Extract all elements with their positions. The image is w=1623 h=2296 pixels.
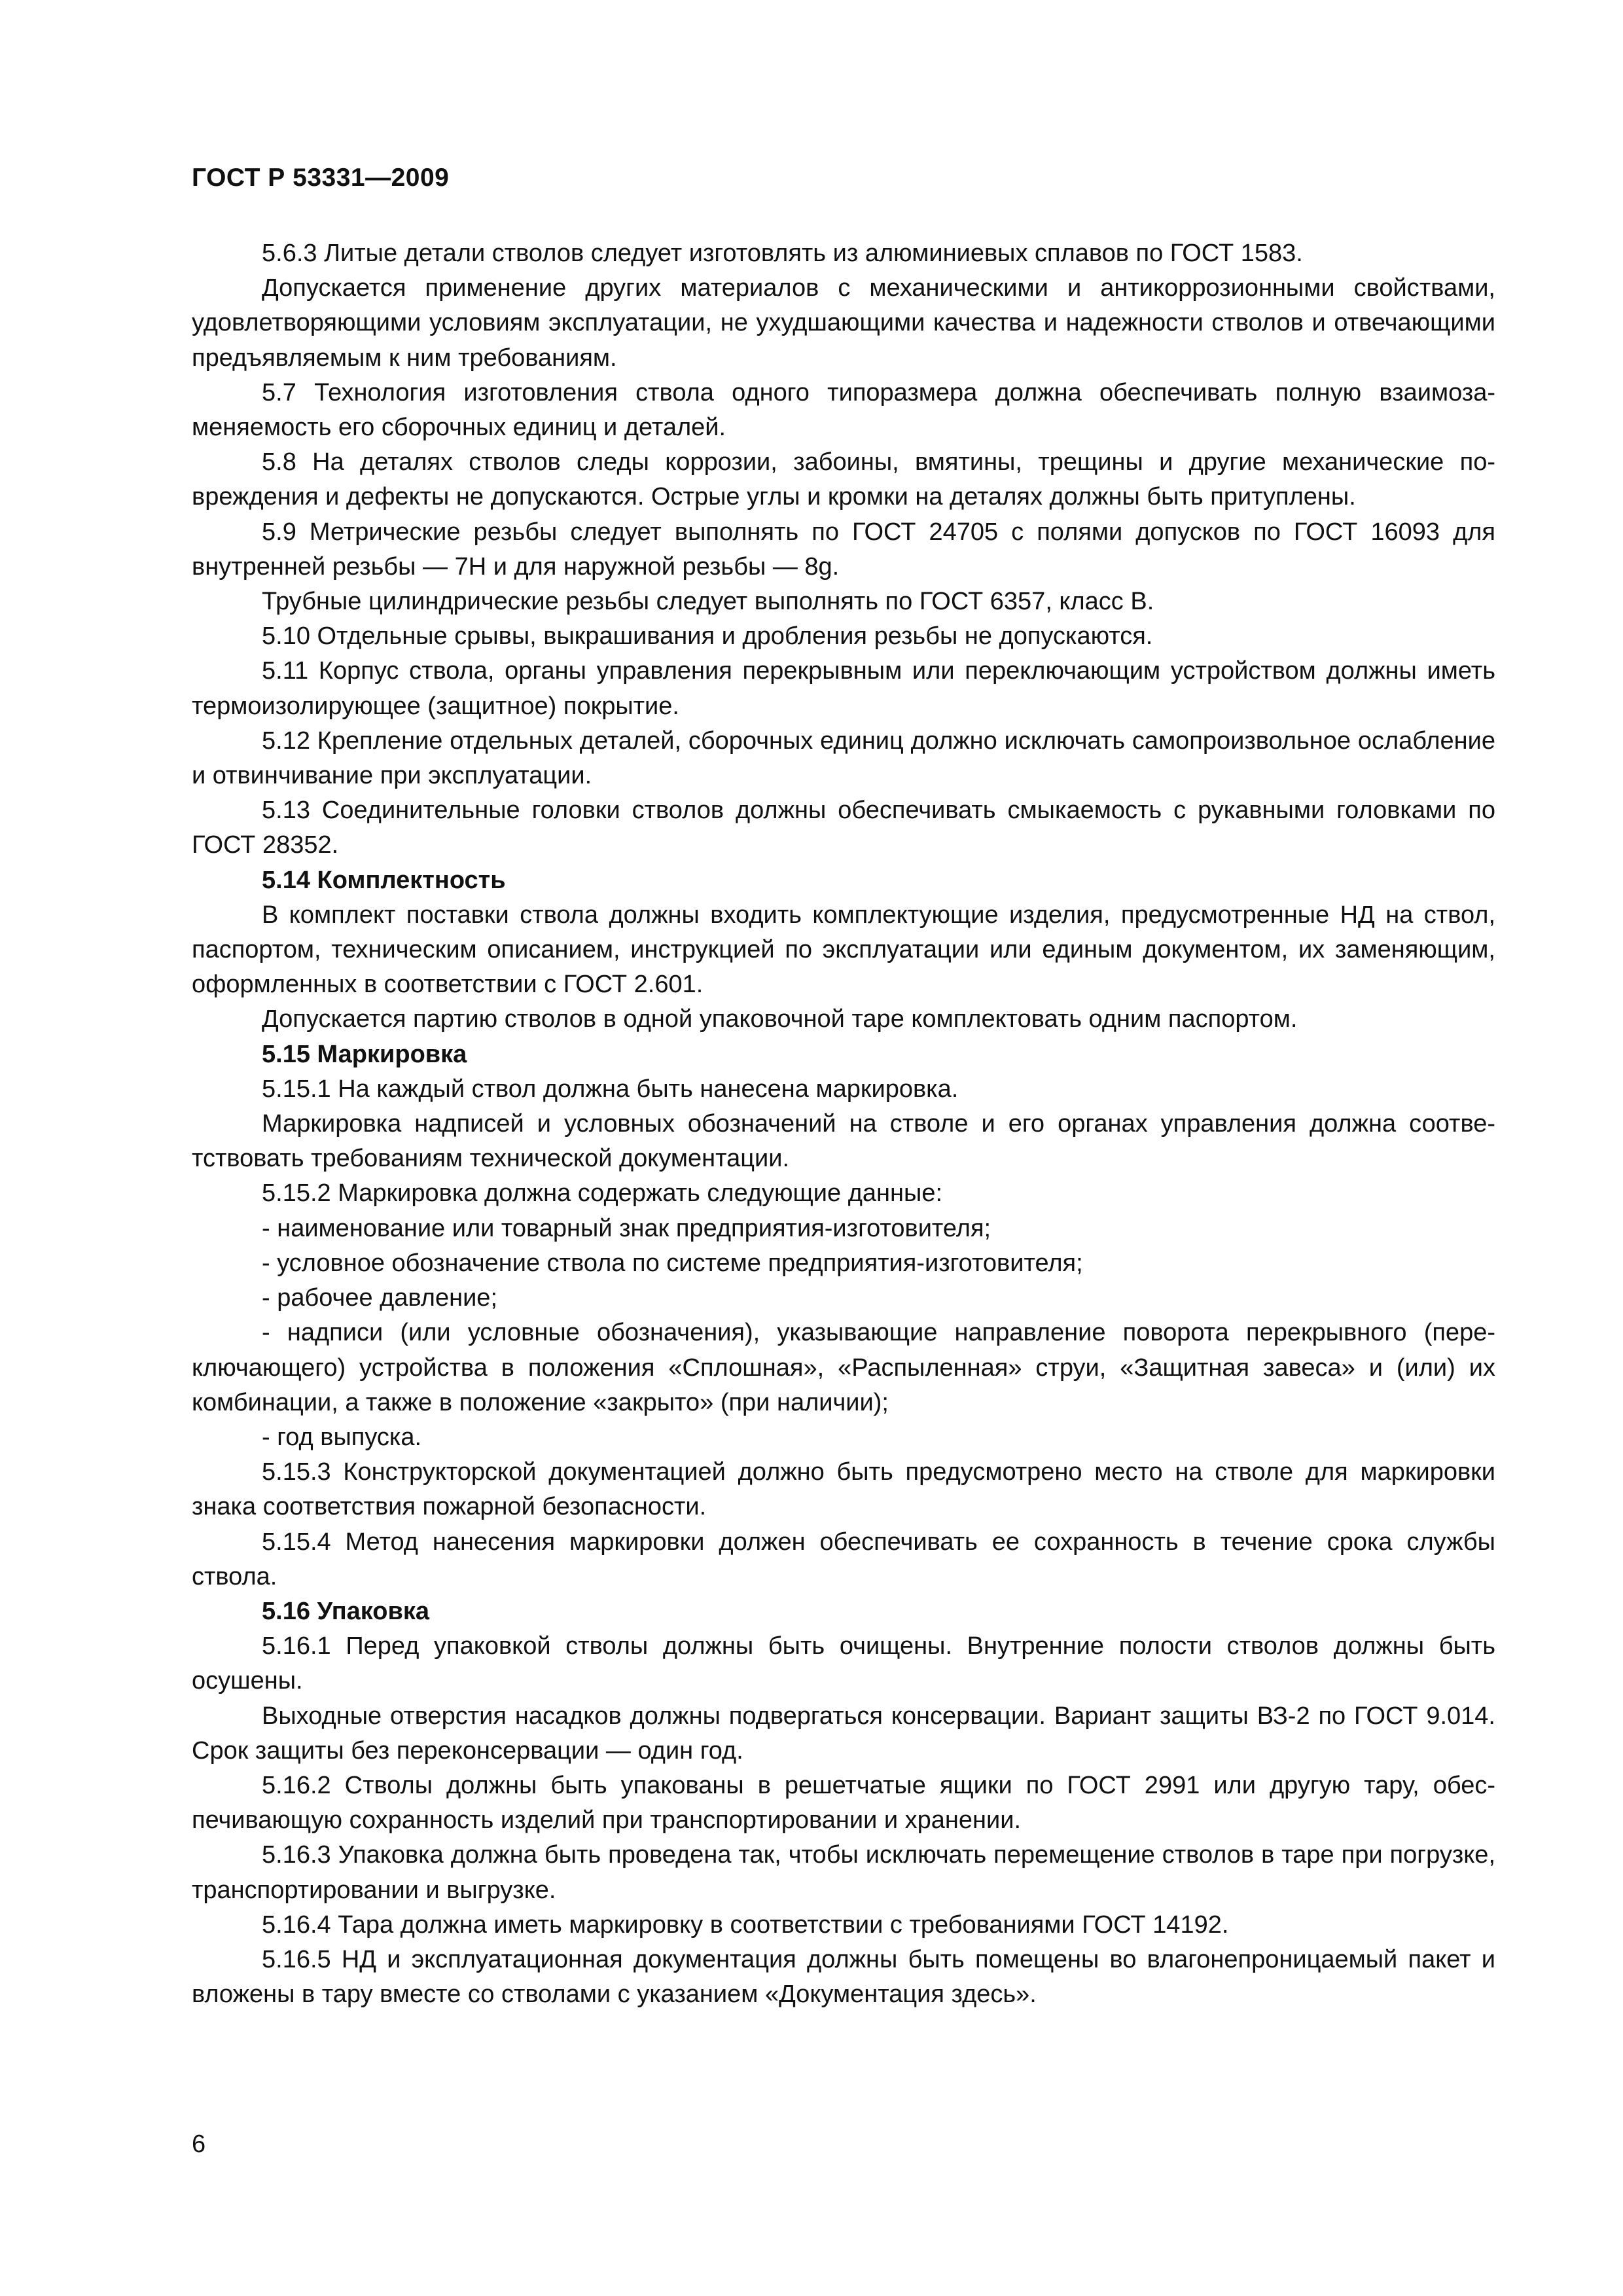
paragraph-5-14-passport: Допускается партию стволов в одной упаковочной таре комплектовать одним паспортом. [262, 1005, 1298, 1033]
paragraph-5-6-3: 5.6.3 Литые детали стволов следует изготовлять из алюминиевых сплавов по ГОСТ 1583. [262, 240, 1303, 267]
section-heading-5-16: 5.16 Упаковка [262, 1597, 430, 1625]
paragraph-5-15-1-labels: Маркировка надписей и условных обозначений на стволе и его органах управления должна соответствовать требованиям технической документации. [192, 1110, 1495, 1173]
paragraph-5-11: 5.11 Корпус ствола, органы управления перекрывным или переключающим устройством должны иметь термоизолирующее (защитное) покрытие. [192, 657, 1495, 720]
paragraph-5-13: 5.13 Соединительные головки стволов должны обеспечивать смыкаемость с рукавными головками по ГОСТ 28352. [192, 797, 1495, 859]
paragraph-5-16-1: 5.16.1 Перед упаковкой стволы должны быть очищены. Внутренние полости стволов должны быть осушены. [192, 1632, 1495, 1695]
section-heading-5-15: 5.15 Маркировка [262, 1040, 467, 1068]
paragraph-5-16-1-preservation: Выходные отверстия насадков должны подвергаться консервации. Вариант защиты ВЗ-2 по ГОСТ 9.014. Срок защиты без переконсервации — один год. [192, 1702, 1495, 1765]
paragraph-5-16-5: 5.16.5 НД и эксплуатационная документация должны быть помещены во влагонепроницаемый пакет и вложены в тару вместе со стволами с указанием «Документация здесь». [192, 1945, 1495, 2009]
list-item-inscriptions: - надписи (или условные обозначения), указывающие направление поворота перекрывного (переключающего) устройства в положения «Сплошная», «Распыленная» струи, «Защитная завеса» и (или) их комбинации, а также в положение «закрыто» (при наличии); [192, 1319, 1495, 1416]
section-heading-5-14: 5.14 Комплектность [262, 866, 506, 894]
paragraph-5-15-3: 5.15.3 Конструкторской документацией должно быть предусмотрено место на стволе для маркировки знака соответствия пожарной безопасности. [192, 1458, 1495, 1521]
paragraph-5-7: 5.7 Технология изготовления ствола одного типоразмера должна обеспечивать полную взаимозаменяемость его сборочных единиц и деталей. [192, 378, 1495, 442]
document-body [192, 236, 1495, 2012]
list-item-designation: - условное обозначение ствола по системе предприятия-изготовителя; [262, 1249, 1083, 1277]
paragraph-5-8: 5.8 На деталях стволов следы коррозии, забоины, вмятины, трещины и другие механические повреждения и дефекты не допускаются. Острые углы и кромки на деталях должны быть притуплены. [192, 448, 1495, 511]
paragraph-5-12: 5.12 Крепление отдельных деталей, сборочных единиц должно исключать самопроизвольное ослабление и отвинчивание при эксплуатации. [192, 726, 1495, 790]
list-item-year: - год выпуска. [262, 1423, 422, 1451]
document-header: ГОСТ Р 53331—2009 [192, 164, 450, 192]
paragraph-5-9-pipe-threads: Трубные цилиндрические резьбы следует выполнять по ГОСТ 6357, класс В. [262, 588, 1154, 616]
page-number: 6 [192, 2130, 206, 2158]
paragraph-5-16-2: 5.16.2 Стволы должны быть упакованы в решетчатые ящики по ГОСТ 2991 или другую тару, обеспечивающую сохранность изделий при транспортировании и хранении. [192, 1771, 1495, 1835]
paragraph-5-14-contents: В комплект поставки ствола должны входить комплектующие изделия, предусмотренные НД на ствол, паспортом, техническим описанием, инструкцией по эксплуатации или единым документом, их заменяющим, оформленных в соответствии с ГОСТ 2.601. [192, 901, 1495, 999]
list-item-manufacturer: - наименование или товарный знак предприятия-изготовителя; [262, 1214, 991, 1242]
list-item-pressure: - рабочее давление; [262, 1284, 497, 1312]
paragraph-5-16-4: 5.16.4 Тара должна иметь маркировку в соответствии с требованиями ГОСТ 14192. [262, 1910, 1229, 1939]
paragraph-5-6-3-materials: Допускается применение других материалов с механическими и антикоррозионными свойствами, удовлетворяющими условиям эксплуатации, не ухудшающими качества и надежности стволов и отвечающими предъявляемым к ним требованиям. [192, 274, 1495, 372]
paragraph-5-15-1: 5.15.1 На каждый ствол должна быть нанесена маркировка. [262, 1075, 959, 1103]
paragraph-5-15-4: 5.15.4 Метод нанесения маркировки должен обеспечивать ее сохранность в течение срока службы ствола. [192, 1528, 1495, 1590]
paragraph-5-10: 5.10 Отдельные срывы, выкрашивания и дробления резьбы не допускаются. [262, 622, 1153, 651]
paragraph-5-15-2: 5.15.2 Маркировка должна содержать следующие данные: [262, 1179, 943, 1208]
paragraph-5-9: 5.9 Метрические резьбы следует выполнять по ГОСТ 24705 с полями допусков по ГОСТ 16093 для внутренней резьбы — 7Н и для наружной резьбы — 8g. [192, 518, 1495, 581]
paragraph-5-16-3: 5.16.3 Упаковка должна быть проведена так, чтобы исключать перемещение стволов в таре при погрузке, транспортировании и выгрузке. [192, 1841, 1495, 1904]
